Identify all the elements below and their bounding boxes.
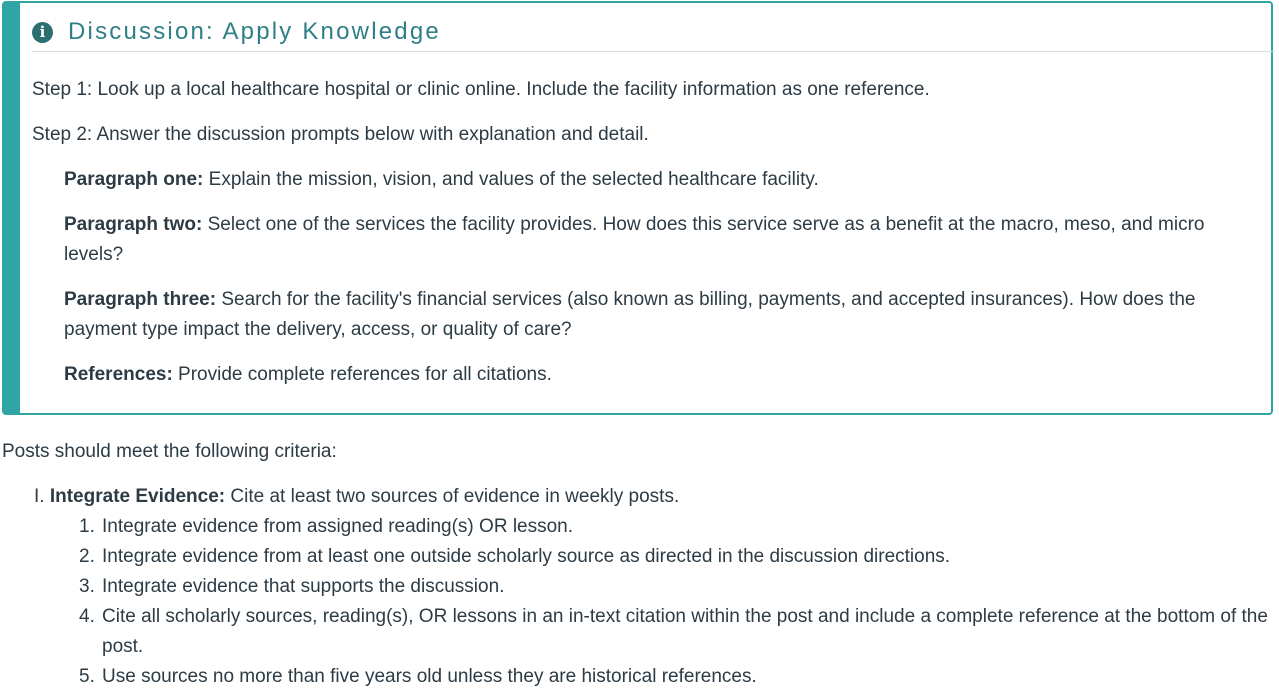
prompt-label: Paragraph three: <box>64 289 217 310</box>
roman-marker: I. <box>34 486 45 507</box>
step-2-text: Step 2: Answer the discussion prompts below with explanation and detail. <box>32 124 649 145</box>
list-item <box>79 542 1269 572</box>
list-item-text: Integrate evidence from assigned reading(s) OR lesson. <box>102 516 574 537</box>
list-item-text: Integrate evidence that supports the discussion. <box>102 576 505 597</box>
criteria-item-integrate-evidence <box>34 482 679 512</box>
prompt-label: Paragraph one: <box>64 169 204 190</box>
list-number: 2. <box>79 546 95 567</box>
prompt-text: Explain the mission, vision, and values of the selected healthcare facility. <box>203 169 819 190</box>
list-item-text: Use sources no more than five years old unless they are historical references. <box>102 666 757 687</box>
prompt-label: Paragraph two: <box>64 214 203 235</box>
list-item <box>79 512 1269 542</box>
info-icon: i <box>32 22 53 43</box>
prompt-text: Select one of the services the facility provides. How does this service serve as a benefit at the macro, meso, and micro levels? <box>64 214 1205 265</box>
list-number: 5. <box>79 666 95 687</box>
list-number: 1. <box>79 516 95 537</box>
list-item-text: Cite all scholarly sources, reading(s), OR lessons in an in-text citation within the post and include a complete reference at the bottom of the post. <box>102 606 1268 657</box>
prompt-text: Search for the facility's financial services (also known as billing, payments, and accepted insurances). How does the payment type impact the delivery, access, or quality of care? <box>64 289 1196 340</box>
list-item <box>79 602 1269 662</box>
criteria-label: Integrate Evidence: <box>49 486 226 507</box>
prompt-paragraph-two <box>64 210 1254 270</box>
prompt-paragraph-one <box>64 165 1254 195</box>
list-number: 3. <box>79 576 95 597</box>
list-item-text: Integrate evidence from at least one outside scholarly source as directed in the discussion directions. <box>102 546 951 567</box>
list-item <box>79 662 1269 692</box>
criteria-intro: Posts should meet the following criteria: <box>2 441 337 462</box>
prompt-label: References: <box>64 364 173 385</box>
callout-header <box>32 17 1275 52</box>
prompt-references <box>64 360 1254 390</box>
callout-title: Discussion: Apply Knowledge <box>68 18 441 45</box>
evidence-sub-list <box>79 512 1269 692</box>
list-item <box>79 572 1269 602</box>
prompt-paragraph-three <box>64 285 1254 345</box>
prompt-text: Provide complete references for all citations. <box>172 364 552 385</box>
discussion-callout <box>2 1 1273 415</box>
step-1-text: Step 1: Look up a local healthcare hospital or clinic online. Include the facility information as one reference. <box>32 79 930 100</box>
criteria-text: Cite at least two sources of evidence in weekly posts. <box>225 486 680 507</box>
list-number: 4. <box>79 606 95 627</box>
